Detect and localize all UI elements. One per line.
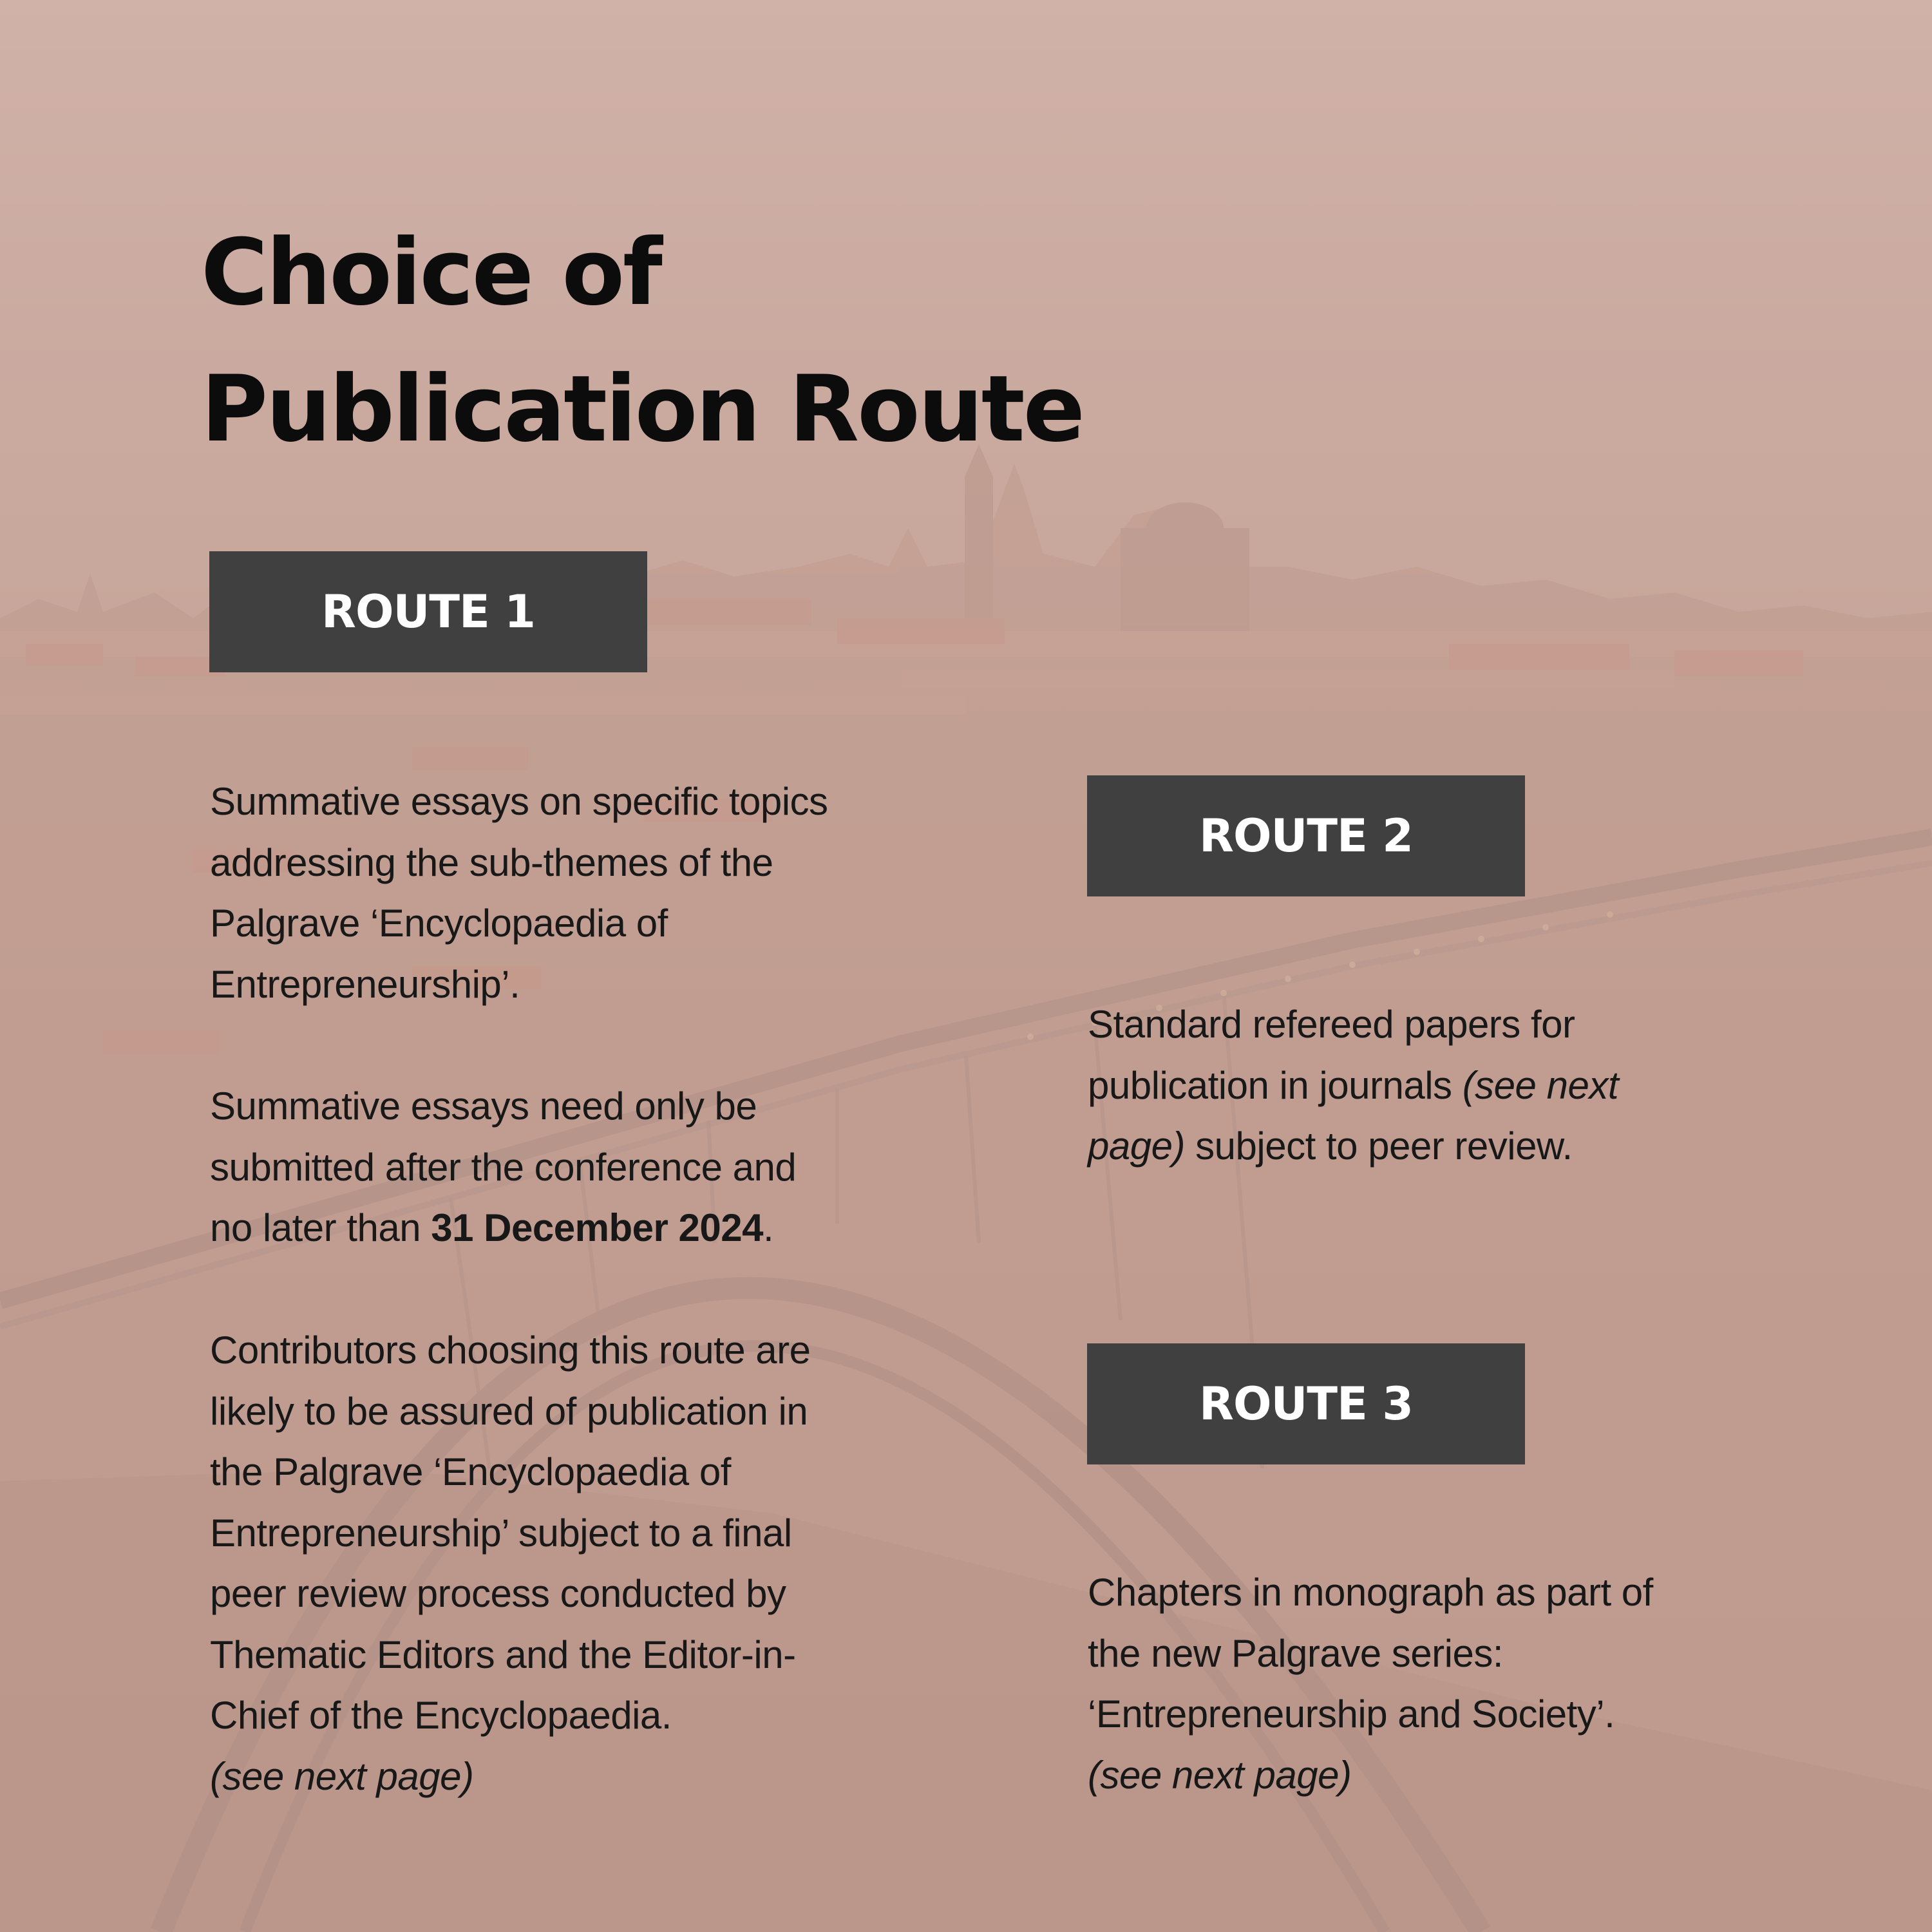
text-line: likely to be assured of publication in <box>210 1389 808 1433</box>
see-next-page-note: (see next page) <box>210 1754 474 1798</box>
see-next-page-note: (see next <box>1462 1063 1618 1107</box>
text-line: Entrepreneurship’ subject to a final <box>210 1511 792 1555</box>
text-segment: publication in journals <box>1088 1063 1463 1107</box>
text-line: Palgrave ‘Encyclopaedia of <box>210 902 668 945</box>
text-line <box>1088 1056 1618 1117</box>
text-line: Contributors choosing this route are <box>210 1329 811 1372</box>
route-2-label-text: ROUTE 2 <box>1199 810 1413 862</box>
text-line: addressing the sub-themes of the <box>210 840 773 884</box>
text-line: peer review process conducted by <box>210 1572 786 1615</box>
title-line-2: Publication Route <box>201 356 1083 462</box>
page-title <box>201 205 1083 478</box>
text-line <box>1088 1116 1618 1177</box>
text-line: Entrepreneurship’. <box>210 962 520 1006</box>
see-next-page-note-cont: page) <box>1088 1124 1185 1168</box>
text-line: Chapters in monograph as part of <box>1088 1571 1653 1614</box>
text-line: Summative essays need only be <box>210 1084 757 1128</box>
text-line <box>210 1198 796 1259</box>
route-1-publication-note <box>210 1320 811 1807</box>
text-line: Standard refereed papers for <box>1088 1003 1575 1046</box>
text-line: the new Palgrave series: <box>1088 1631 1504 1675</box>
text-line: Chief of the Encyclopaedia. <box>210 1694 672 1737</box>
route-1-label <box>209 551 647 672</box>
text-line: Summative essays on specific topics <box>210 780 828 823</box>
deadline-date: 31 December 2024 <box>431 1206 763 1249</box>
title-line-1: Choice of <box>201 220 661 326</box>
route-2-label <box>1087 775 1525 896</box>
text-line: submitted after the conference and <box>210 1145 797 1189</box>
route-1-description <box>210 772 828 1015</box>
route-2-description <box>1088 994 1618 1177</box>
deadline-prefix: no later than <box>210 1206 431 1249</box>
text-line: Thematic Editors and the Editor-in- <box>210 1633 796 1676</box>
route-3-label <box>1087 1343 1525 1464</box>
route-1-label-text: ROUTE 1 <box>321 585 535 638</box>
text-line: the Palgrave ‘Encyclopaedia of <box>210 1450 731 1493</box>
see-next-page-note: (see next page) <box>1088 1753 1352 1797</box>
route-1-deadline <box>210 1076 796 1259</box>
route-3-label-text: ROUTE 3 <box>1199 1378 1413 1430</box>
deadline-suffix: . <box>762 1206 774 1249</box>
text-line: ‘Entrepreneurship and Society’. <box>1088 1692 1615 1736</box>
route-3-description <box>1088 1562 1653 1806</box>
text-segment: subject to peer review. <box>1184 1124 1573 1168</box>
